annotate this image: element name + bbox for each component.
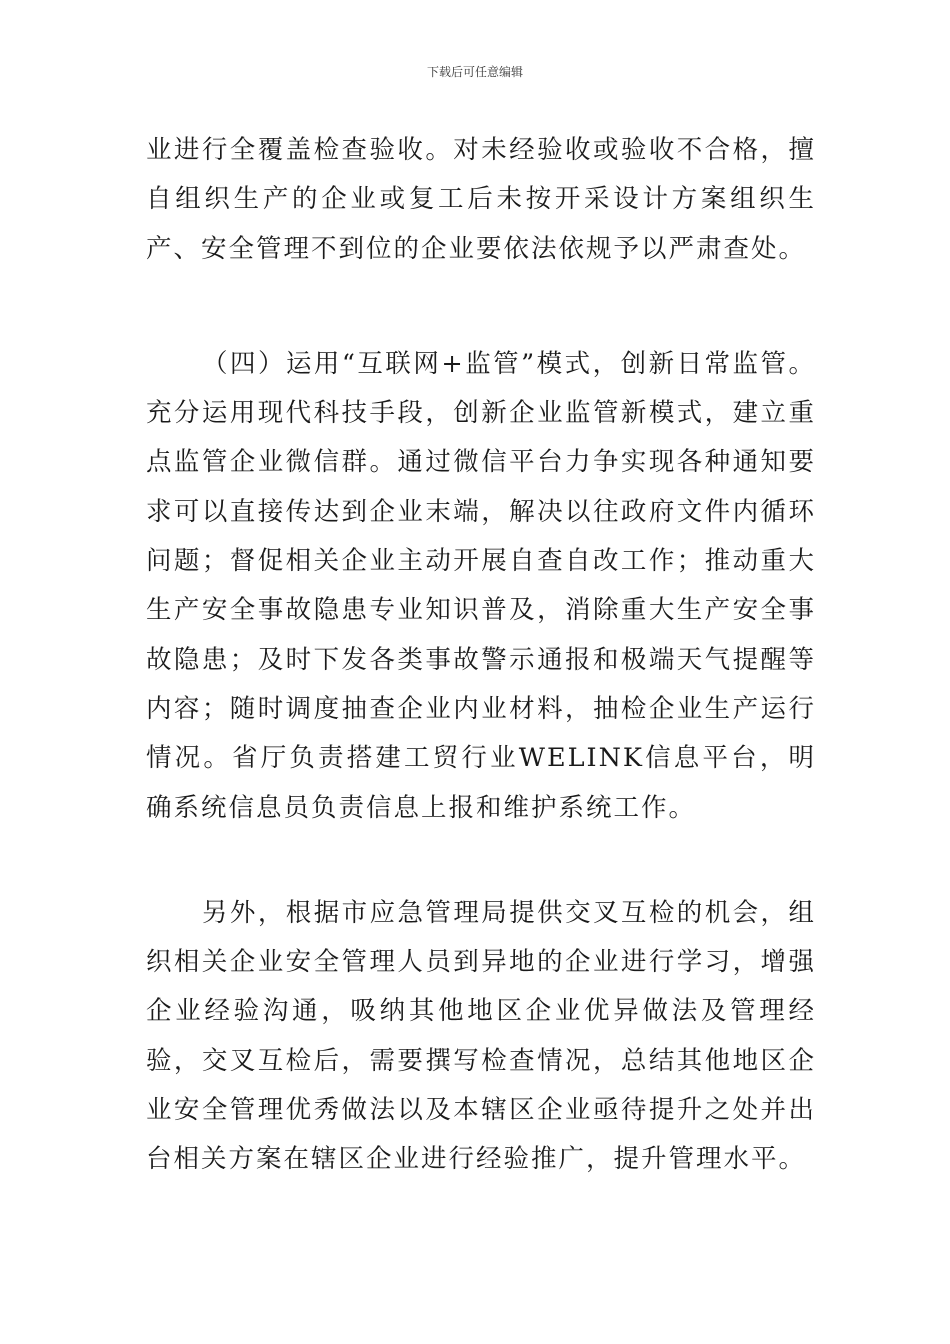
paragraph-cross-inspection: 另外，根据市应急管理局提供交叉互检的机会，组织相关企业安全管理人员到异地的企业进行学习，增强企业经验沟通，吸纳其他地区企业优异做法及管理经验，交叉互检后，需要撰写检查情况，总结其他地区企业安全管理优秀做法以及本辖区企业亟待提升之处并出台相关方案在辖区企业进行经验推广，提升管理水平。 <box>146 897 816 1175</box>
paragraph-spacer <box>146 833 816 889</box>
paragraph-continued: 业进行全覆盖检查验收。对未经验收或验收不合格，擅自组织生产的企业或复工后未按开采设计方案组织生产、安全管理不到位的企业要依法依规予以严肃查处。 <box>146 135 816 264</box>
document-body <box>146 126 816 1185</box>
paragraph-internet-supervision: （四）运用“互联网+监管”模式，创新日常监管。充分运用现代科技手段，创新企业监管新模式，建立重点监管企业微信群。通过微信平台力争实现各种通知要求可以直接传达到企业末端，解决以往政府文件内循环问题；督促相关企业主动开展自查自改工作；推动重大生产安全事故隐患专业知识普及，消除重大生产安全事故隐患；及时下发各类事故警示通报和极端天气提醒等内容；随时调度抽查企业内业材料，抽检企业生产运行情况。省厅负责搭建工贸行业WELINK信息平台，明确系统信息员负责信息上报和维护系统工作。 <box>146 348 816 823</box>
page-header-note: 下载后可任意编辑 <box>426 65 523 79</box>
paragraph-spacer <box>146 274 816 340</box>
